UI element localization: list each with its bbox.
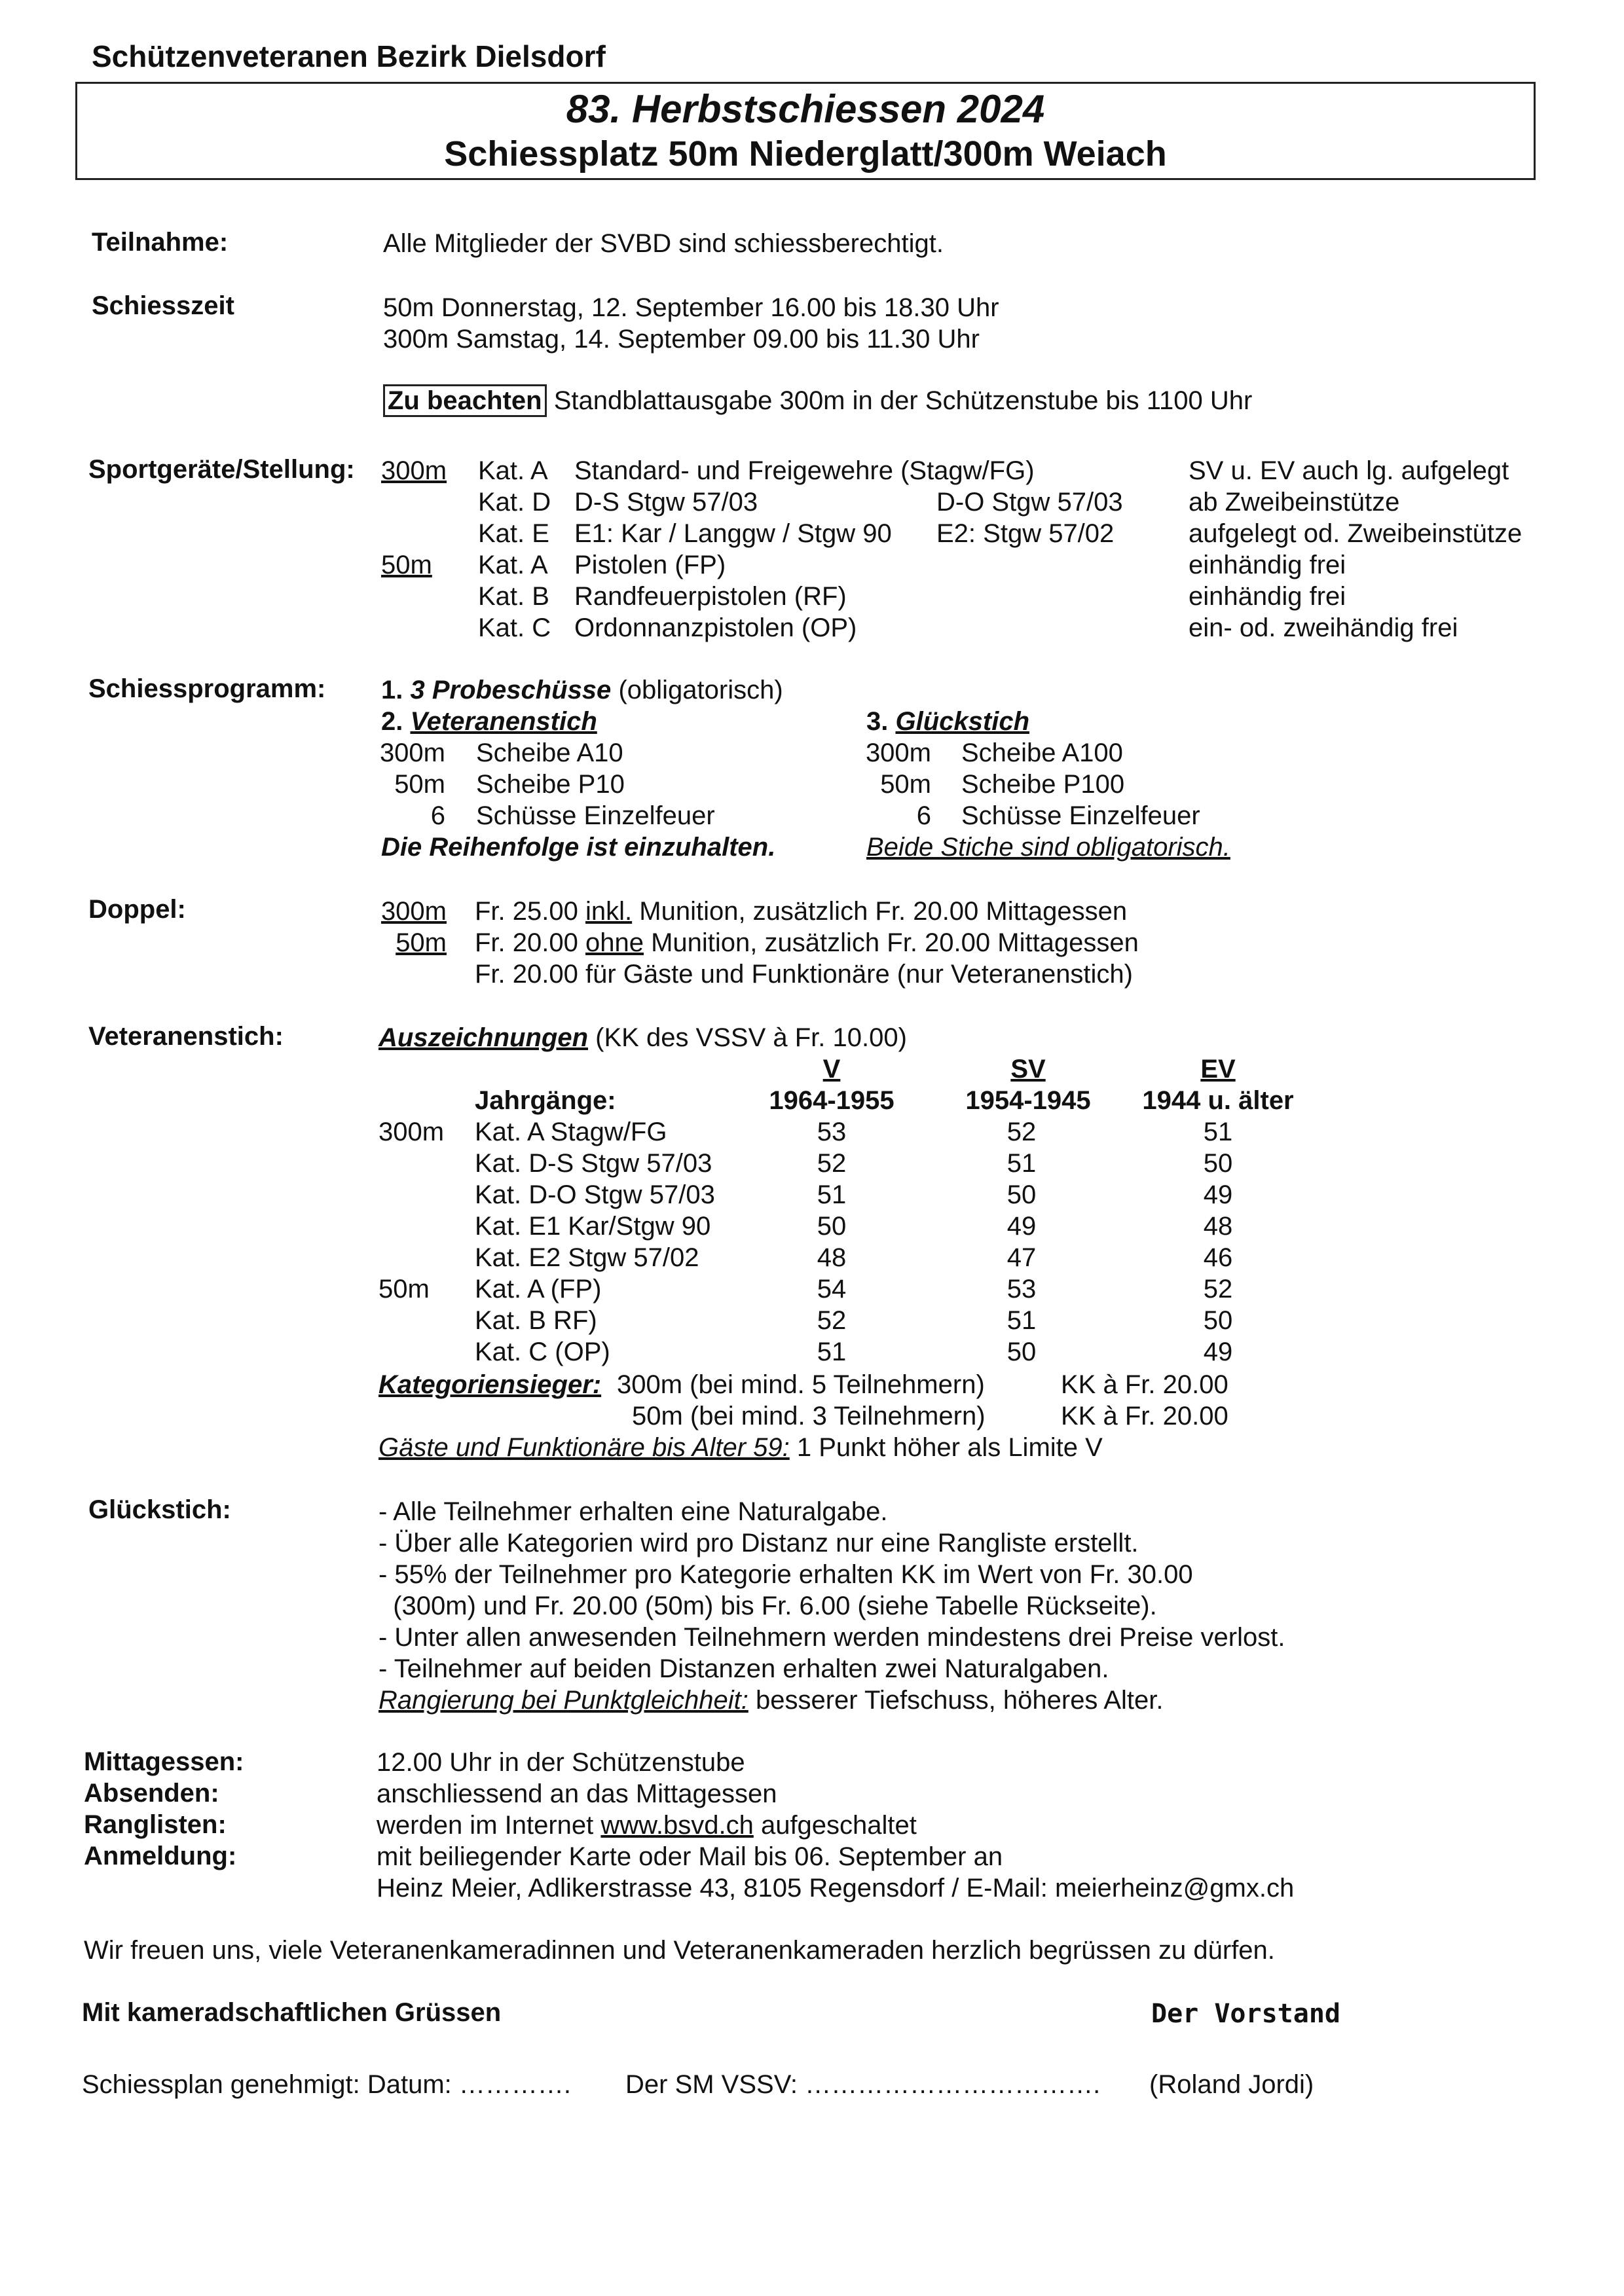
glueckstich-line: - 55% der Teilnehmer pro Kategorie erhalten KK im Wert von Fr. 30.00: [378, 1560, 1193, 1589]
year-v: 1964-1955: [769, 1086, 895, 1115]
glueck-row-dist: 50m: [880, 770, 931, 799]
absenden-label: Absenden:: [84, 1779, 219, 1808]
sportgeraete-kat: Kat. C: [478, 613, 551, 642]
glueckstich-heading: [866, 706, 1029, 737]
footer-name: (Roland Jordi): [1149, 2070, 1314, 2099]
limits-ev: 50: [1203, 1306, 1233, 1335]
gaeste-line: [378, 1432, 1103, 1463]
sportgeraete-dist: 300m: [381, 456, 447, 485]
sportgeraete-kat: Kat. A: [478, 551, 548, 579]
limits-sv: 52: [1006, 1118, 1037, 1146]
jahrgaenge-label: Jahrgänge:: [475, 1086, 616, 1115]
sportgeraete-desc: D-S Stgw 57/03: [574, 488, 758, 517]
doppel-line-1: [475, 896, 1127, 927]
organization-name: Schützenveteranen Bezirk Dielsdorf: [92, 39, 606, 73]
kategoriensieger-50m-prize: KK à Fr. 20.00: [1061, 1402, 1228, 1430]
limits-category: Kat. D-O Stgw 57/03: [475, 1180, 715, 1209]
glueckstich-line: - Über alle Kategorien wird pro Distanz nur eine Rangliste erstellt.: [378, 1529, 1139, 1558]
sportgeraete-kat: Kat. A: [478, 456, 548, 485]
col-v: V: [822, 1055, 841, 1084]
doppel-l1-price: Fr. 25.00: [475, 897, 578, 926]
probeschuesse-line: [381, 674, 783, 706]
limits-v: 51: [817, 1180, 847, 1209]
glueck-row-desc: Scheibe P100: [961, 770, 1125, 799]
doppel-l1-rest: Munition, zusätzlich Fr. 20.00 Mittagessen: [639, 897, 1128, 926]
auszeichnungen-title: Auszeichnungen: [378, 1023, 589, 1052]
veteranenstich-label: Veteranenstich:: [88, 1022, 284, 1051]
glueck-row-dist: 300m: [865, 738, 931, 767]
limits-category: Kat. C (OP): [475, 1338, 610, 1366]
gaeste-label: Gäste und Funktionäre bis Alter 59:: [378, 1433, 790, 1462]
limits-v: 48: [817, 1243, 847, 1272]
note-label: Zu beachten: [383, 384, 547, 417]
sportgeraete-desc: Standard- und Freigewehre (Stagw/FG): [574, 456, 1035, 485]
sportgeraete-position: ein- od. zweihändig frei: [1189, 613, 1458, 642]
sportgeraete-desc: Pistolen (FP): [574, 551, 726, 579]
glueck-num: 3.: [866, 707, 889, 736]
limits-ev: 49: [1203, 1338, 1233, 1366]
col-ev: EV: [1200, 1055, 1236, 1084]
sportgeraete-label: Sportgeräte/Stellung:: [88, 455, 355, 484]
veteranenstich-heading: [381, 706, 597, 737]
sportgeraete-desc: Ordonnanzpistolen (OP): [574, 613, 857, 642]
page-subtitle: Schiessplatz 50m Niederglatt/300m Weiach: [444, 134, 1167, 173]
doppel-label: Doppel:: [88, 895, 186, 924]
limits-ev: 49: [1203, 1180, 1233, 1209]
vet-num: 2.: [381, 707, 403, 736]
schiesszeit-line-1: 50m Donnerstag, 12. September 16.00 bis 18.30 Uhr: [383, 293, 999, 322]
limits-v: 50: [817, 1212, 847, 1241]
limits-sv: 49: [1006, 1212, 1037, 1241]
limits-dist: 300m: [378, 1118, 445, 1146]
vet-row-dist: 300m: [379, 738, 445, 767]
mittagessen-text: 12.00 Uhr in der Schützenstube: [377, 1748, 745, 1777]
doppel-l2-ohne: ohne: [585, 928, 644, 957]
sportgeraete-dist: 50m: [381, 551, 432, 579]
sportgeraete-desc: Randfeuerpistolen (RF): [574, 582, 847, 611]
vet-row-desc: Scheibe A10: [476, 738, 623, 767]
limits-category: Kat. B RF): [475, 1306, 597, 1335]
glueck-obligatory-note: Beide Stiche sind obligatorisch.: [866, 833, 1230, 862]
limits-sv: 50: [1006, 1180, 1037, 1209]
doppel-l2-rest: Munition, zusätzlich Fr. 20.00 Mittagessen: [651, 928, 1139, 957]
limits-ev: 48: [1203, 1212, 1233, 1241]
year-ev: 1944 u. älter: [1142, 1086, 1294, 1115]
limits-v: 54: [817, 1275, 847, 1303]
teilnahme-label: Teilnahme:: [92, 228, 229, 257]
doppel-l2-price: Fr. 20.00: [475, 928, 578, 957]
sportgeraete-desc2: E2: Stgw 57/02: [936, 519, 1115, 548]
doppel-line-2: [475, 927, 1139, 958]
sportgeraete-position: ab Zweibeinstütze: [1189, 488, 1400, 517]
ranglisten-pre: werden im Internet: [377, 1811, 594, 1840]
glueckstich-line: (300m) und Fr. 20.00 (50m) bis Fr. 6.00 (siehe Tabelle Rückseite).: [378, 1592, 1157, 1620]
glueckstich-label: Glückstich:: [88, 1495, 231, 1524]
vet-row-desc: Schüsse Einzelfeuer: [476, 801, 715, 830]
probe-num: 1.: [381, 676, 403, 704]
schiesszeit-line-2: 300m Samstag, 14. September 09.00 bis 11.30 Uhr: [383, 325, 980, 354]
schiesszeit-note: [383, 385, 1252, 416]
limits-sv: 50: [1006, 1338, 1037, 1366]
rangierung-label: Rangierung bei Punktgleichheit:: [378, 1686, 748, 1715]
kategoriensieger-label: Kategoriensieger:: [378, 1370, 602, 1399]
ranglisten-label: Ranglisten:: [84, 1810, 227, 1839]
kategoriensieger-50m: 50m (bei mind. 3 Teilnehmern): [632, 1402, 986, 1430]
limits-sv: 51: [1006, 1306, 1037, 1335]
auszeichnungen-line: [378, 1022, 907, 1053]
absenden-text: anschliessend an das Mittagessen: [377, 1779, 777, 1808]
probe-note: (obligatorisch): [618, 676, 783, 704]
schiessprogramm-label: Schiessprogramm:: [88, 674, 326, 703]
glueckstich-line: - Alle Teilnehmer erhalten eine Naturalgabe.: [378, 1497, 888, 1526]
sportgeraete-position: einhändig frei: [1189, 551, 1346, 579]
doppel-l1-incl: inkl.: [585, 897, 633, 926]
glueck-row-desc: Scheibe A100: [961, 738, 1123, 767]
sportgeraete-position: einhändig frei: [1189, 582, 1346, 611]
limits-sv: 51: [1006, 1149, 1037, 1178]
limits-v: 53: [817, 1118, 847, 1146]
probe-title: 3 Probeschüsse: [410, 676, 612, 704]
rangierung-text: besserer Tiefschuss, höheres Alter.: [755, 1686, 1164, 1715]
footer-sm: Der SM VSSV: …………………………….: [625, 2070, 1101, 2099]
signature-vorstand: Der Vorstand: [1151, 1999, 1340, 2029]
schiesszeit-label: Schiesszeit: [92, 291, 234, 320]
vet-row-dist: 50m: [394, 770, 445, 799]
rangierung-line: [378, 1685, 1164, 1716]
limits-v: 52: [817, 1149, 847, 1178]
teilnahme-text: Alle Mitglieder der SVBD sind schiessberechtigt.: [383, 229, 944, 258]
ranglisten-post: aufgeschaltet: [760, 1811, 917, 1840]
limits-v: 51: [817, 1338, 847, 1366]
ranglisten-link[interactable]: www.bsvd.ch: [600, 1811, 754, 1840]
sportgeraete-kat: Kat. D: [478, 488, 551, 517]
year-sv: 1954-1945: [965, 1086, 1091, 1115]
mittagessen-label: Mittagessen:: [84, 1747, 244, 1776]
anmeldung-text: mit beiliegender Karte oder Mail bis 06. September an: [377, 1842, 1003, 1871]
vet-row-dist: 6: [430, 801, 445, 830]
limits-sv: 47: [1006, 1243, 1037, 1272]
sportgeraete-desc2: D-O Stgw 57/03: [936, 488, 1123, 517]
limits-category: Kat. A (FP): [475, 1275, 602, 1303]
anmeldung-address: Heinz Meier, Adlikerstrasse 43, 8105 Regensdorf / E-Mail: meierheinz@gmx.ch: [377, 1874, 1295, 1903]
ranglisten-text: [377, 1810, 917, 1841]
limits-ev: 52: [1203, 1275, 1233, 1303]
kategoriensieger-300m: 300m (bei mind. 5 Teilnehmern): [617, 1370, 985, 1399]
limits-ev: 51: [1203, 1118, 1233, 1146]
anmeldung-label: Anmeldung:: [84, 1842, 237, 1870]
doppel-300m: 300m: [380, 897, 447, 926]
vet-title: Veteranenstich: [410, 707, 597, 736]
doppel-line-3: Fr. 20.00 für Gäste und Funktionäre (nur Veteranenstich): [475, 960, 1133, 989]
gaeste-text: 1 Punkt höher als Limite V: [796, 1433, 1103, 1462]
glueckstich-line: - Unter allen anwesenden Teilnehmern werden mindestens drei Preise verlost.: [378, 1623, 1285, 1652]
limits-v: 52: [817, 1306, 847, 1335]
limits-dist: 50m: [378, 1275, 430, 1303]
limits-category: Kat. E1 Kar/Stgw 90: [475, 1212, 711, 1241]
footer-approved: Schiessplan genehmigt: Datum: ………….: [82, 2070, 571, 2099]
glueck-row-desc: Schüsse Einzelfeuer: [961, 801, 1200, 830]
glueckstich-line: - Teilnehmer auf beiden Distanzen erhalten zwei Naturalgaben.: [378, 1654, 1109, 1683]
limits-category: Kat. D-S Stgw 57/03: [475, 1149, 712, 1178]
closing-text: Wir freuen uns, viele Veteranenkameradinnen und Veteranenkameraden herzlich begrüssen zu dürfen.: [84, 1936, 1275, 1965]
sportgeraete-desc: E1: Kar / Langgw / Stgw 90: [574, 519, 892, 548]
sportgeraete-position: SV u. EV auch lg. aufgelegt: [1189, 456, 1509, 485]
col-sv: SV: [1010, 1055, 1046, 1084]
limits-ev: 46: [1203, 1243, 1233, 1272]
glueck-row-dist: 6: [916, 801, 931, 830]
doppel-50m: 50m: [396, 928, 447, 957]
limits-ev: 50: [1203, 1149, 1233, 1178]
greeting: Mit kameradschaftlichen Grüssen: [82, 1998, 502, 2027]
sportgeraete-kat: Kat. B: [478, 582, 549, 611]
limits-sv: 53: [1006, 1275, 1037, 1303]
sportgeraete-position: aufgelegt od. Zweibeinstütze: [1189, 519, 1522, 548]
auszeichnungen-note: (KK des VSSV à Fr. 10.00): [595, 1023, 907, 1052]
sportgeraete-kat: Kat. E: [478, 519, 549, 548]
vet-row-desc: Scheibe P10: [476, 770, 625, 799]
note-text: Standblattausgabe 300m in der Schützenstube bis 1100 Uhr: [553, 386, 1253, 415]
page-title: 83. Herbstschiessen 2024: [566, 87, 1045, 131]
glueck-title: Glückstich: [895, 707, 1029, 736]
limits-category: Kat. E2 Stgw 57/02: [475, 1243, 699, 1272]
vet-order-note: Die Reihenfolge ist einzuhalten.: [381, 833, 776, 862]
kategoriensieger-300m-prize: KK à Fr. 20.00: [1061, 1370, 1228, 1399]
limits-category: Kat. A Stagw/FG: [475, 1118, 667, 1146]
